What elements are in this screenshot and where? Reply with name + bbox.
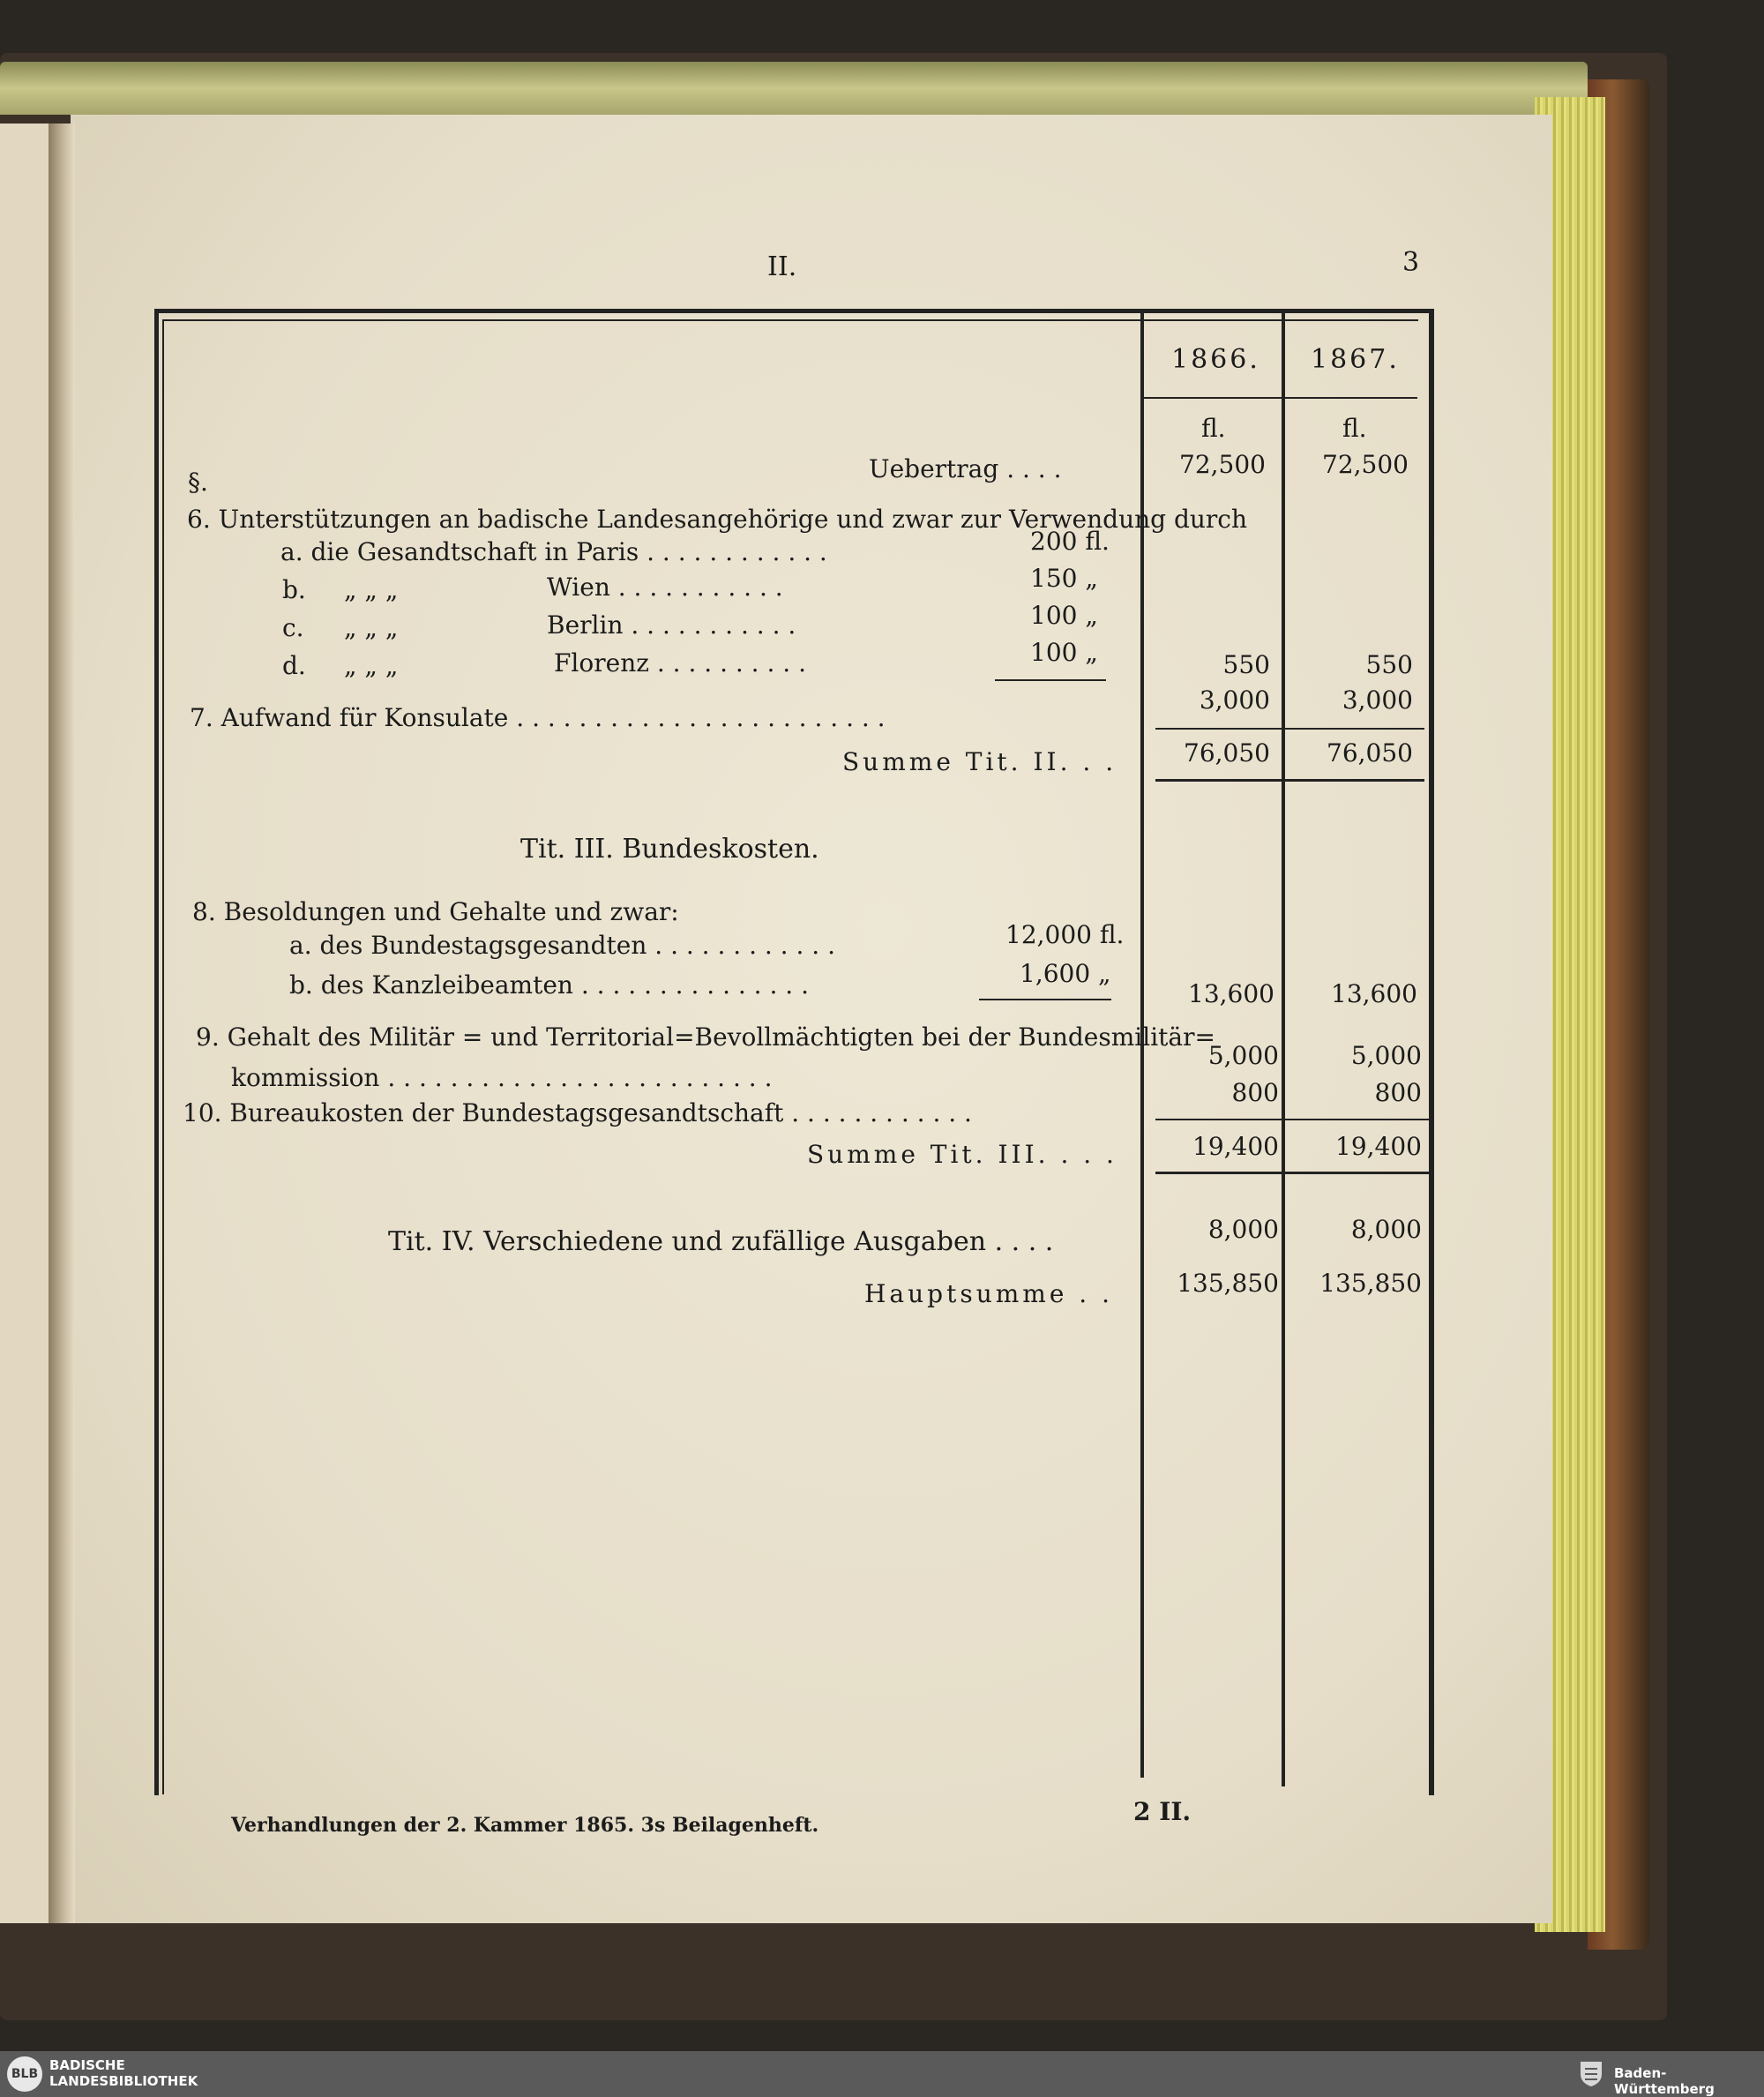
item-6d-ditto: „ „ „ <box>344 651 399 680</box>
item-6d-amount: 100 „ <box>1030 638 1098 667</box>
hauptsumme-1866: 135,850 <box>1177 1269 1279 1298</box>
page-footer-left: Verhandlungen der 2. Kammer 1865. 3s Beilagenheft. <box>231 1814 819 1837</box>
item-9-label: 9. Gehalt des Militär = und Territorial=Bevollmächtigten bei der Bundesmilitär= <box>196 1022 1215 1052</box>
coat-of-arms-icon <box>1577 2058 1605 2088</box>
item-10-1867: 800 <box>1374 1078 1422 1107</box>
item-6b-ditto: „ „ „ <box>344 575 399 604</box>
column-divider-1867-left <box>1282 313 1285 1786</box>
summe-2-rule-bottom <box>1155 779 1424 782</box>
unit-1866: fl. <box>1201 414 1226 443</box>
summe-3-rule-bottom <box>1155 1172 1429 1174</box>
item-10-1866: 800 <box>1231 1078 1279 1107</box>
item-8a-amount: 12,000 fl. <box>1005 920 1125 949</box>
page-number: 3 <box>1402 247 1420 278</box>
item-6c-letter: c. <box>282 613 304 642</box>
item-6c-ditto: „ „ „ <box>344 613 399 642</box>
item-7-1866: 3,000 <box>1199 685 1270 715</box>
tit-4-1867: 8,000 <box>1350 1215 1422 1244</box>
subtotal-rule-6 <box>995 679 1106 681</box>
item-8b-amount: 1,600 „ <box>1020 959 1111 988</box>
item-8b-label: b. des Kanzleibeamten . . . . . . . . . . . . . . . <box>289 970 809 1000</box>
section-heading: II. <box>767 251 797 282</box>
item-8-1866: 13,600 <box>1188 979 1274 1008</box>
item-9-1866: 5,000 <box>1207 1041 1279 1070</box>
year-1866-header: 1866. <box>1171 344 1260 375</box>
summe-3-rule-top <box>1155 1119 1429 1120</box>
summe-2-1866: 76,050 <box>1184 738 1270 768</box>
item-8a-label: a. des Bundestagsgesandten . . . . . . . . . . . . <box>289 931 835 960</box>
summe-2-rule-top <box>1155 728 1424 730</box>
item-6a-amount: 200 fl. <box>1030 527 1110 556</box>
summe-3-1867: 19,400 <box>1335 1132 1422 1161</box>
item-6b-amount: 150 „ <box>1030 564 1098 593</box>
item-6d-letter: d. <box>282 651 306 680</box>
summe-2-1867: 76,050 <box>1327 738 1413 768</box>
item-10-label: 10. Bureaukosten der Bundestagsgesandtschaft . . . . . . . . . . . . <box>183 1098 972 1127</box>
state-label[interactable]: Baden-Württemberg <box>1614 2065 1715 2097</box>
item-6d-place: Florenz . . . . . . . . . . <box>554 648 806 678</box>
uebertrag-1866: 72,500 <box>1179 450 1266 479</box>
item-6-1866: 550 <box>1222 650 1270 679</box>
library-name-line1: BADISCHE <box>49 2057 125 2073</box>
library-footer-bar <box>0 2051 1764 2097</box>
uebertrag-label: Uebertrag . . . . <box>869 454 1062 483</box>
item-6c-place: Berlin . . . . . . . . . . . <box>547 610 796 640</box>
book-gutter <box>49 124 75 1923</box>
item-7-1867: 3,000 <box>1342 685 1413 715</box>
summe-2-label: Summe Tit. II. . . <box>842 747 1117 776</box>
tit-4-label: Tit. IV. Verschiedene und zufällige Ausgaben . . . . <box>388 1226 1054 1257</box>
item-9-1867: 5,000 <box>1350 1041 1422 1070</box>
library-name[interactable] <box>49 2057 198 2089</box>
hauptsumme-label: Hauptsumme . . <box>864 1279 1113 1308</box>
summe-3-1866: 19,400 <box>1192 1132 1279 1161</box>
section-sign: §. <box>188 468 208 497</box>
item-6-1867: 550 <box>1365 650 1413 679</box>
unit-1867: fl. <box>1342 414 1367 443</box>
tit-4-1866: 8,000 <box>1207 1215 1279 1244</box>
item-6b-letter: b. <box>282 575 306 604</box>
item-7-label: 7. Aufwand für Konsulate . . . . . . . . . . . . . . . . . . . . . . . . <box>190 703 886 732</box>
uebertrag-1867: 72,500 <box>1322 450 1409 479</box>
item-8-1867: 13,600 <box>1331 979 1417 1008</box>
signature-mark: 2 II. <box>1133 1797 1192 1826</box>
hauptsumme-1867: 135,850 <box>1319 1269 1422 1298</box>
library-name-line2: LANDESBIBLIOTHEK <box>49 2073 198 2089</box>
subtotal-rule-8 <box>979 999 1111 1000</box>
blb-logo-icon[interactable]: BLB <box>7 2056 42 2092</box>
summe-3-label: Summe Tit. III. . . . <box>807 1140 1117 1169</box>
item-8-label: 8. Besoldungen und Gehalte und zwar: <box>192 897 679 926</box>
year-header-rule <box>1144 397 1417 399</box>
item-6-label: 6. Unterstützungen an badische Landesangehörige und zwar zur Verwendung durch <box>187 505 1248 534</box>
book-top-edge <box>0 62 1588 115</box>
item-6b-place: Wien . . . . . . . . . . . <box>547 573 783 602</box>
tit-3-heading: Tit. III. Bundeskosten. <box>520 834 819 865</box>
year-1867-header: 1867. <box>1311 344 1400 375</box>
item-9-continuation: kommission . . . . . . . . . . . . . . . . . . . . . . . . . <box>231 1063 773 1092</box>
item-6c-amount: 100 „ <box>1030 601 1098 630</box>
item-6a-label: a. die Gesandtschaft in Paris . . . . . . . . . . . . <box>280 537 827 566</box>
